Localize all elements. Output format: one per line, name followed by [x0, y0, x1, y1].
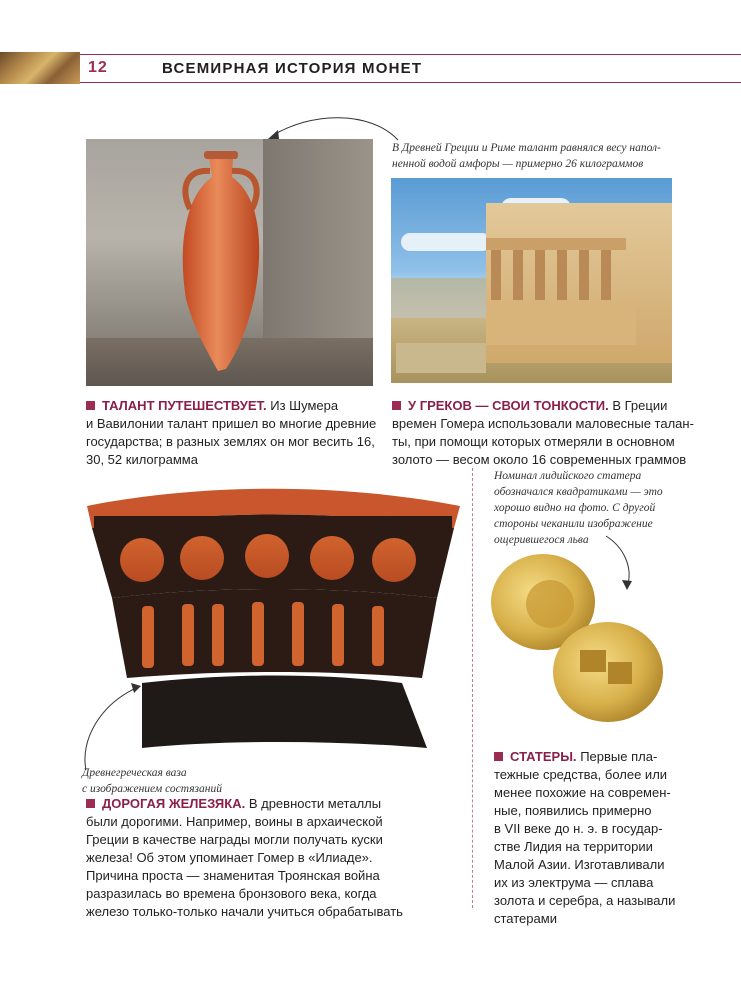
caryatid [579, 250, 589, 300]
caryatid [491, 250, 501, 300]
greeks-section [392, 397, 694, 469]
amphora-photo [86, 139, 373, 386]
athlete [182, 604, 194, 666]
caryatid [601, 250, 611, 300]
bullet-square [494, 752, 503, 761]
staters-text-line6: стве Лидия на территории [494, 839, 653, 854]
vase-foot [142, 676, 427, 749]
staters-text-line10: статерами [494, 911, 557, 926]
iron-text-line4: железа! Об этом упоминает Гомер в «Илиаде». [86, 850, 373, 865]
vase-figure-band [112, 589, 437, 678]
lion-head-relief [526, 580, 574, 628]
iron-text-line2: были дорогими. Например, воины в архаической [86, 814, 383, 829]
erechtheion-photo [391, 178, 672, 383]
iron-text-line7: железо только-только начали учиться обрабатывать [86, 904, 403, 919]
palmette [372, 538, 416, 582]
staters-section [494, 748, 675, 928]
staters-text-line2: тежные средства, более или [494, 767, 668, 782]
vase-caption-line1: Древнегреческая ваза [82, 767, 187, 779]
amphora-caption-line1: В Древней Греции и Риме талант равнялся весу напол- [392, 142, 661, 154]
column-divider [472, 468, 473, 908]
caryatid [557, 250, 567, 300]
incuse-square [580, 650, 606, 672]
athlete [252, 602, 264, 666]
amphora-body [183, 157, 259, 371]
iron-text-line6: разразилась во времена бронзового века, когда [86, 886, 377, 901]
athlete [372, 606, 384, 666]
caryatids [391, 178, 672, 383]
palmette [120, 538, 164, 582]
stater-caption-line3: хорошо видно на фото. С другой [494, 502, 656, 514]
athlete [292, 602, 304, 666]
stater-caption-line1: Номинал лидийского статера [494, 470, 642, 482]
vase-caption [82, 765, 222, 797]
talent-text-line4: 30, 52 килограмма [86, 452, 198, 467]
stater-coins [488, 550, 668, 725]
greeks-text-line3: ты, при помощи которых отмеряли в основном [392, 434, 675, 449]
page-number: 12 [88, 59, 108, 76]
bullet-square [86, 401, 95, 410]
amphora-caption-line2: ненной водой амфоры — примерно 26 килограммов [392, 158, 644, 170]
iron-section [86, 795, 403, 921]
palmette [310, 536, 354, 580]
vase-caption-line2: с изображением состязаний [82, 783, 222, 795]
vase-photo [82, 478, 462, 753]
staters-text-line9: золота и серебра, а называли [494, 893, 676, 908]
caryatid [535, 250, 545, 300]
talent-text-line3: государства; в разных землях он мог весить 16, [86, 434, 375, 449]
staters-text-line7: Малой Азии. Изготавливали [494, 857, 665, 872]
staters-heading: СТАТЕРЫ. [510, 749, 577, 764]
palmette [245, 534, 289, 578]
caryatid [513, 250, 523, 300]
greeks-text-line2: времен Гомера использовали маловесные талан- [392, 416, 694, 431]
palmette [180, 536, 224, 580]
amphora-arrowhead [268, 130, 279, 139]
page-title: ВСЕМИРНАЯ ИСТОРИЯ МОНЕТ [162, 60, 423, 77]
staters-text-line5: в VII веке до н. э. в государ- [494, 821, 663, 836]
amphora-illustration [86, 139, 373, 386]
ruins-stones [396, 343, 486, 373]
athlete [332, 604, 344, 666]
talent-section [86, 397, 376, 469]
greeks-text-line1: В Греции [612, 398, 668, 413]
staters-text-line4: ные, появились примерно [494, 803, 652, 818]
amphora-rim [204, 151, 238, 159]
stater-caption [494, 468, 663, 548]
iron-text-line3: Греции в качестве награды могли получать куски [86, 832, 383, 847]
greeks-text-line4: золото — весом около 16 современных граммов [392, 452, 687, 467]
iron-heading: ДОРОГАЯ ЖЕЛЕЗЯКА. [102, 796, 246, 811]
amphora-arrow [272, 118, 398, 140]
temple-base [486, 300, 636, 345]
bullet-square [392, 401, 401, 410]
iron-text-line5: Причина проста — знаменитая Троянская война [86, 868, 380, 883]
staters-text-line8: их из электрума — сплава [494, 875, 654, 890]
athlete [142, 606, 154, 668]
iron-text-line1: В древности металлы [248, 796, 382, 811]
bullet-square [86, 799, 95, 808]
talent-heading: ТАЛАНТ ПУТЕШЕСТВУЕТ. [102, 398, 267, 413]
incuse-square [608, 662, 632, 684]
stater-caption-line5: ощерившегося льва [494, 534, 589, 546]
staters-text-line1: Первые пла- [580, 749, 658, 764]
talent-text-line2: и Вавилонии талант пришел во многие древние [86, 416, 377, 431]
greeks-heading: У ГРЕКОВ — СВОИ ТОНКОСТИ. [408, 398, 609, 413]
stater-caption-line2: обозначался квадратиками — это [494, 486, 663, 498]
talent-text-line1: Из Шумера [270, 398, 339, 413]
stater-caption-line4: стороны чеканили изображение [494, 518, 653, 530]
amphora-caption [392, 140, 661, 172]
athlete [212, 604, 224, 666]
staters-text-line3: менее похожие на современ- [494, 785, 671, 800]
